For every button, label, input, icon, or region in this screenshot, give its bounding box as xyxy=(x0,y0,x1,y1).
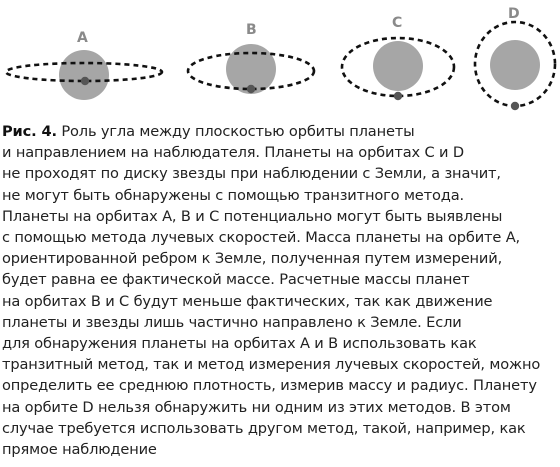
planet-c xyxy=(394,92,402,100)
caption-line: на орбите D нельзя обнаружить ни одним из этих методов. В этом xyxy=(2,398,511,416)
planet-b xyxy=(247,85,255,93)
star-c xyxy=(373,41,423,91)
caption-line: на орбитах B и C будут меньше фактических, так как движение xyxy=(2,292,493,310)
orbit-d-label: D xyxy=(508,6,520,22)
caption-line: прямое наблюдение xyxy=(2,441,157,459)
figure-caption xyxy=(2,121,558,460)
caption-line: с помощью метода лучевых скоростей. Масса планеты на орбите A, xyxy=(2,229,521,247)
star-a xyxy=(59,50,109,100)
planet-d xyxy=(511,102,519,110)
caption-line: не проходят по диску звезды при наблюдении с Земли, а значит, xyxy=(2,165,501,183)
orbit-b-group xyxy=(188,22,314,94)
caption-line: не могут быть обнаружены с помощью транзитного метода. xyxy=(2,186,464,204)
caption-line: ориентированной ребром к Земле, полученная путем измерений, xyxy=(2,250,503,268)
caption-line: определить ее среднюю плотность, измерив массу и радиус. Планету xyxy=(2,377,537,395)
caption-line: планеты и звезды лишь частично направлено к Земле. Если xyxy=(2,313,462,331)
caption-text: Роль угла между плоскостью орбиты планеты xyxy=(61,123,415,140)
caption-line: будет равна ее фактической массе. Расчетные массы планет xyxy=(2,271,470,289)
orbit-b-label: B xyxy=(246,22,257,38)
orbit-diagrams xyxy=(0,0,560,118)
caption-line: и направлением на наблюдателя. Планеты на орбитах C и D xyxy=(2,144,464,162)
orbit-a-label: A xyxy=(77,30,88,46)
caption-line: для обнаружения планеты на орбитах A и B использовать как xyxy=(2,335,477,353)
orbit-a-group xyxy=(6,30,162,100)
caption-line: случае требуется использовать другом метод, такой, например, как xyxy=(2,419,526,437)
star-d xyxy=(490,40,540,90)
orbit-c-group xyxy=(342,15,454,100)
orbit-c-label: C xyxy=(392,15,403,31)
caption-line: Планеты на орбитах A, B и C потенциально могут быть выявлены xyxy=(2,207,503,225)
caption-line xyxy=(2,121,558,142)
caption-label: Рис. 4. xyxy=(2,123,57,140)
orbit-inclination-figure xyxy=(0,0,560,118)
planet-a xyxy=(81,77,89,85)
caption-line: транзитный метод, так и метод измерения лучевых скоростей, можно xyxy=(2,356,541,374)
orbit-d-group xyxy=(475,6,555,110)
